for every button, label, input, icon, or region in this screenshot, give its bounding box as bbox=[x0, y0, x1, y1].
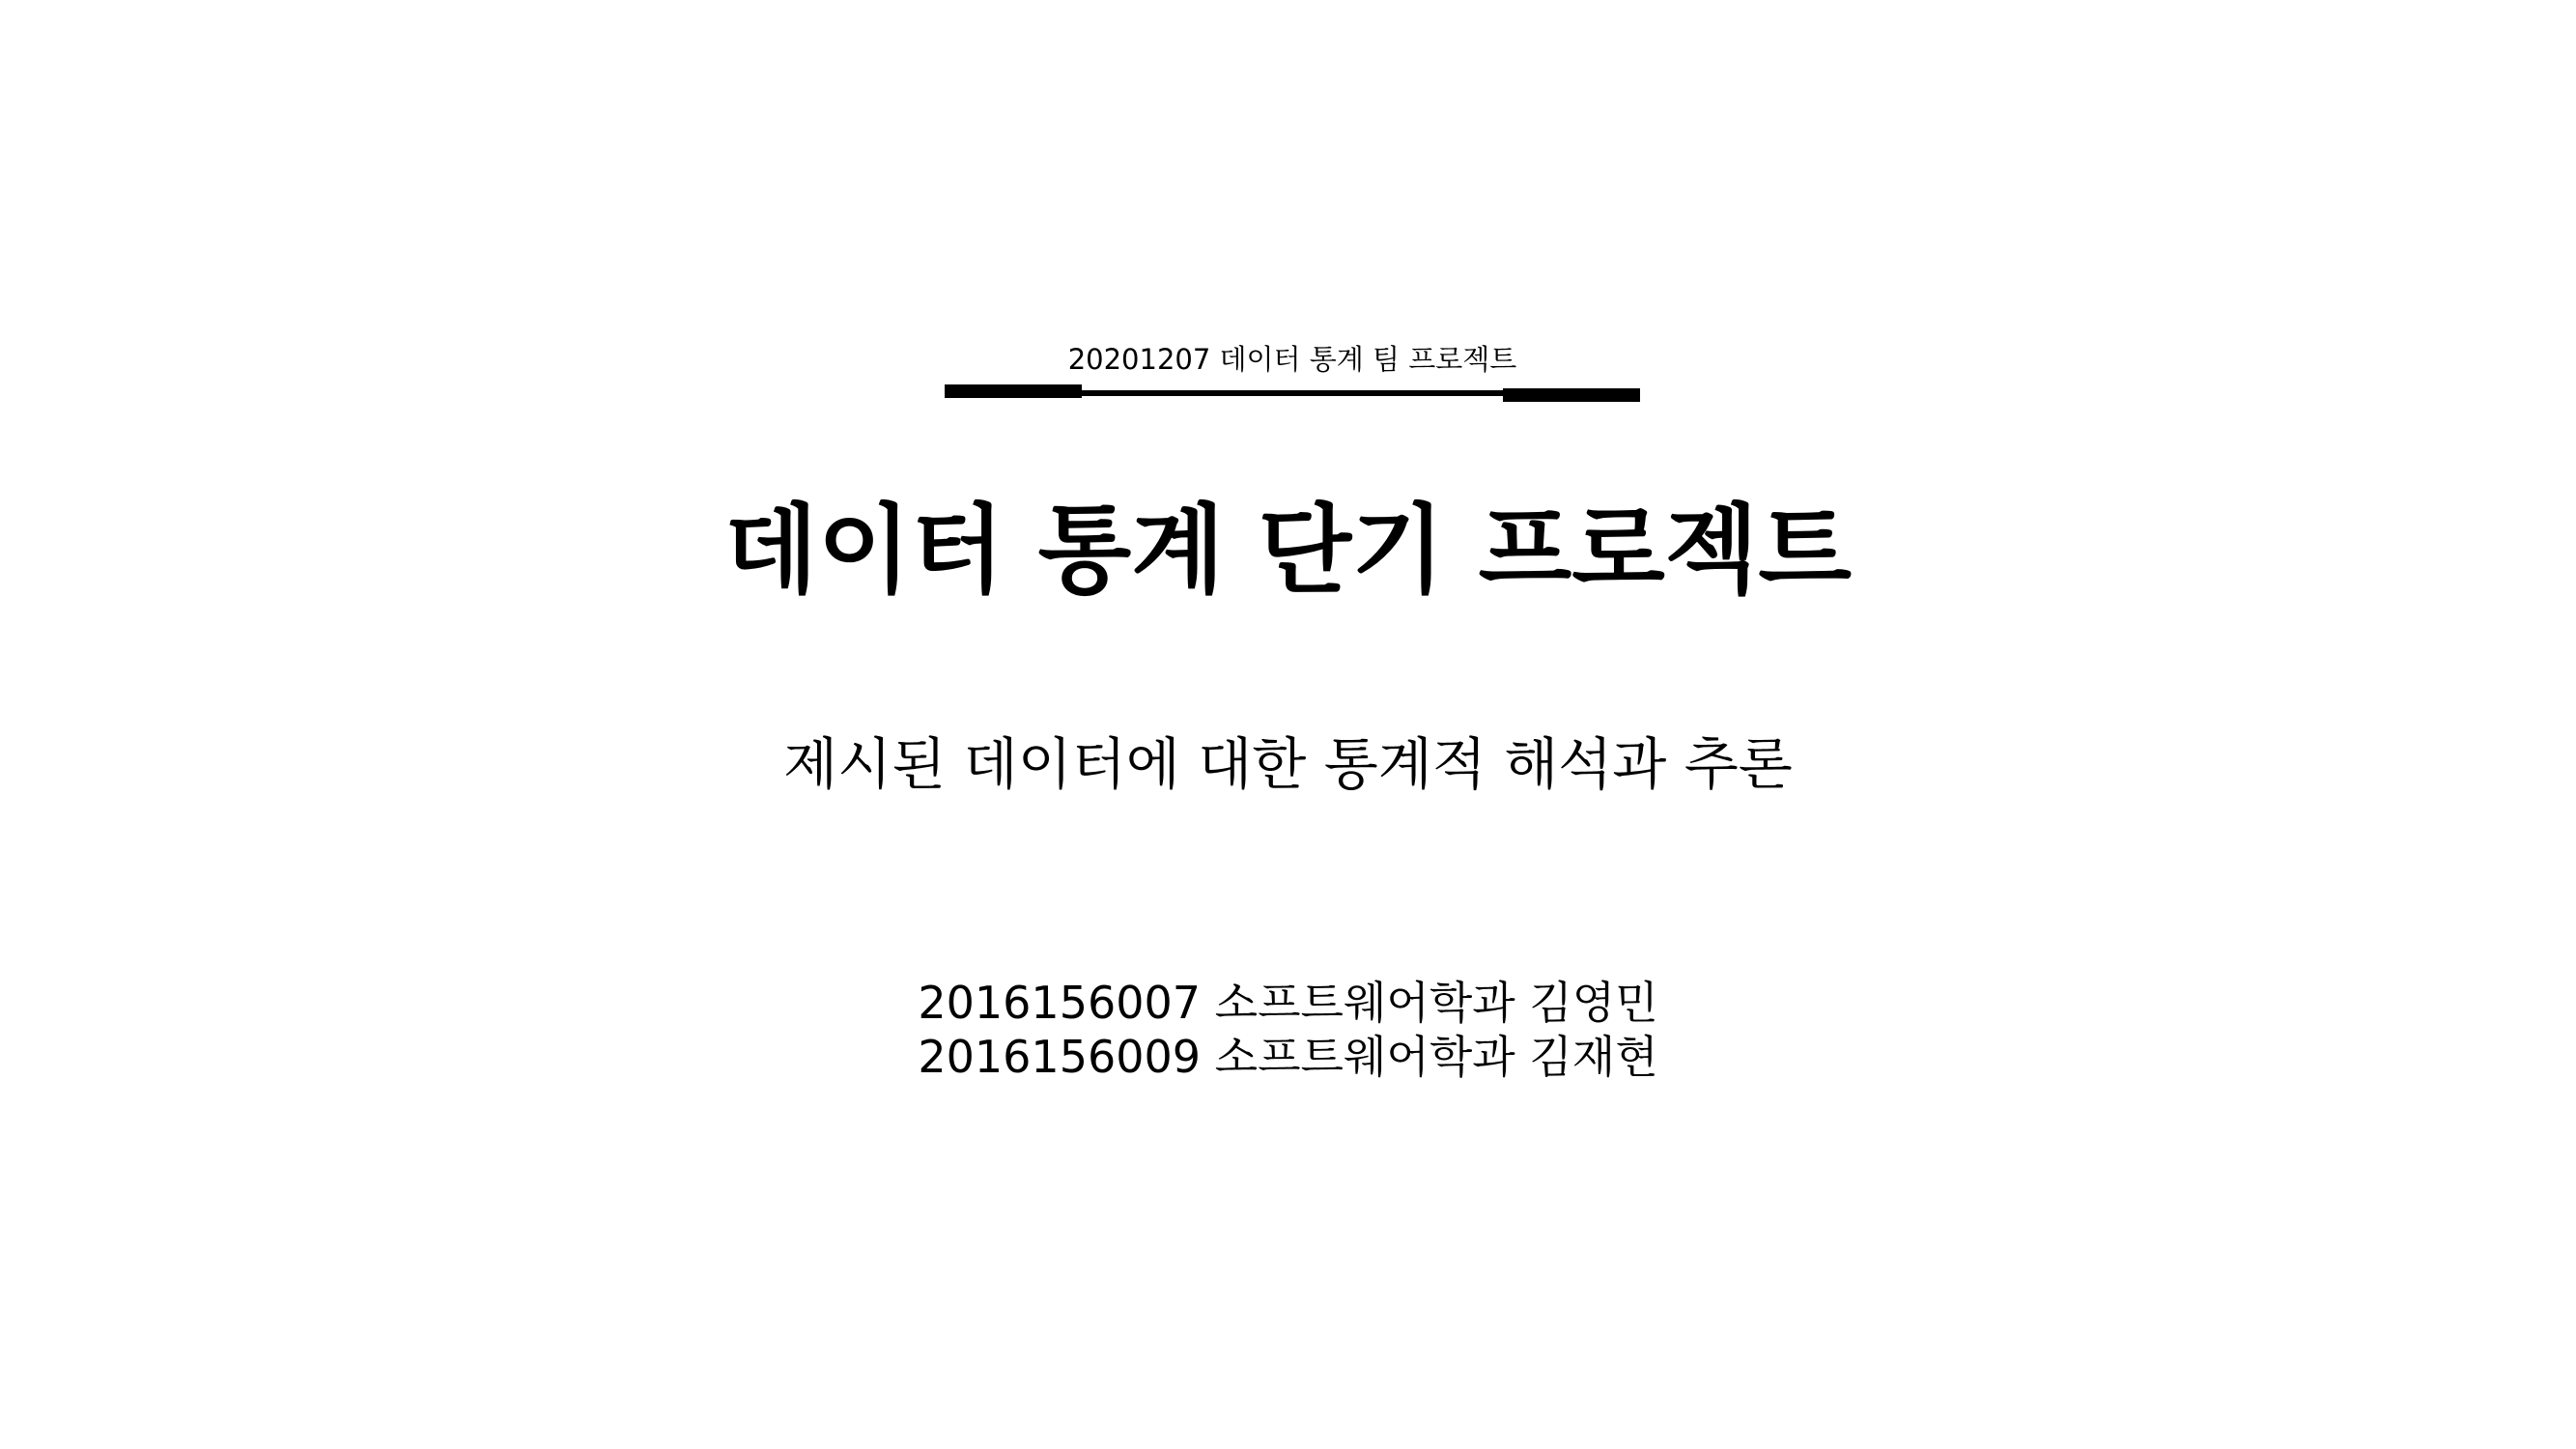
slide-subtitle: 제시된 데이터에 대한 통계적 해석과 추론 bbox=[783, 731, 1793, 797]
underline-left-accent bbox=[945, 384, 1082, 398]
member-line: 2016156007 소프트웨어학과 김영민 bbox=[918, 977, 1658, 1029]
underline-right-accent bbox=[1503, 388, 1640, 402]
slide-title: 데이터 통계 단기 프로젝트 bbox=[723, 494, 1853, 607]
project-tag bbox=[945, 338, 1640, 402]
tag-underline bbox=[945, 384, 1640, 402]
project-tag-text: 20201207 데이터 통계 팀 프로젝트 bbox=[1067, 343, 1517, 376]
member-line: 2016156009 소프트웨어학과 김재현 bbox=[918, 1031, 1658, 1083]
team-members bbox=[0, 976, 2576, 1084]
